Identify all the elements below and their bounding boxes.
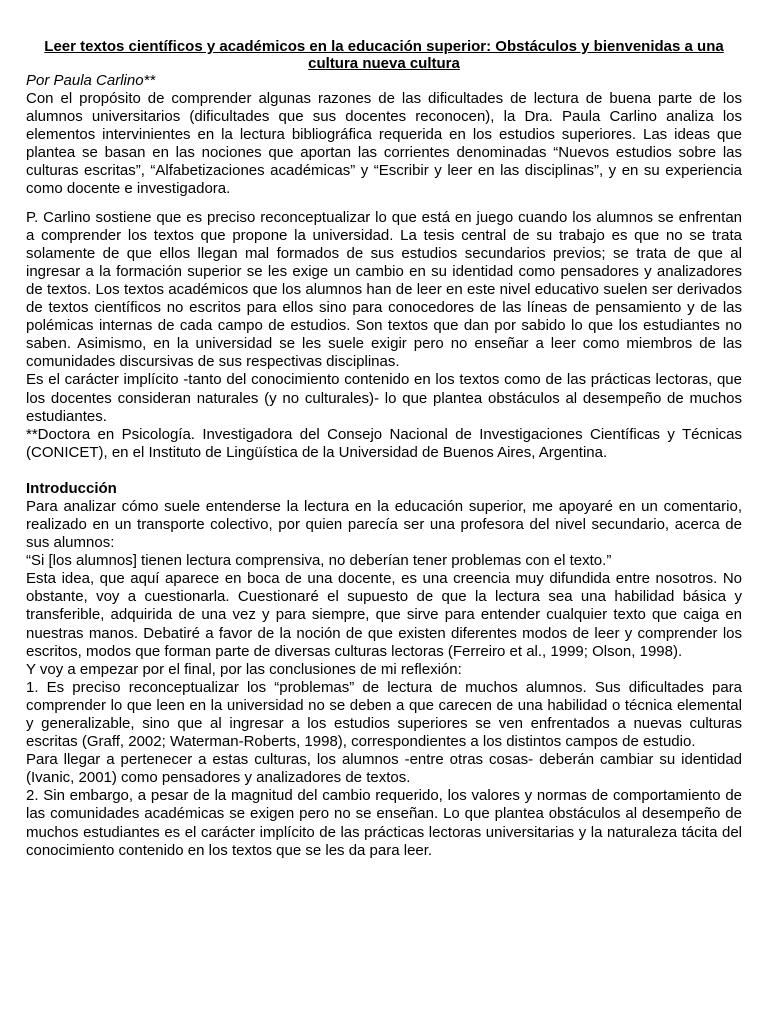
footnote: **Doctora en Psicología. Investigadora del Consejo Nacional de Investigaciones Científicas y Técnicas (CONICET), en el Instituto de Lingüística de la Universidad de Buenos Aires, Argentina. (26, 425, 742, 461)
summary-paragraph: P. Carlino sostiene que es preciso reconceptualizar lo que está en juego cuando los alumnos se enfrentan a comprender los textos que propone la universidad. La tesis central de su trabajo es que no se trata solamente de que ellos llegan mal formados de sus estudios secundarios previos; se trata de que al ingresar a la formación superior se les exige un cambio en su identidad como pensadores y analizadores de textos. Los textos académicos que los alumnos han de leer en este nivel educativo suelen ser derivados de textos científicos no escritos para ellos sino para conocedores de las líneas de pensamiento y de las polémicas internas de cada campo de estudios. Son textos que dan por sabido lo que los estudiantes no saben. Asimismo, en la universidad se les suele exigir pero no enseñar a leer como miembros de las comunidades discursivas de sus respectivas disciplinas. (26, 208, 742, 371)
point-1-continued: Para llegar a pertenecer a estas culturas, los alumnos -entre otras cosas- deberán cambiar su identidad (Ivanic, 2001) como pensadores y analizadores de textos. (26, 751, 742, 787)
document-title: Leer textos científicos y académicos en la educación superior: Obstáculos y bienvenidas a una cultura nueva cultura (44, 38, 724, 72)
quote: “Si [los alumnos] tienen lectura comprensiva, no deberían tener problemas con el texto.” (26, 552, 612, 570)
intro-body-1: Para analizar cómo suele entenderse la lectura en la educación superior, me apoyaré en un comentario, realizado en un transporte colectivo, por quien parecía ser una profesora del nivel secundario, acerca de sus alumnos: (26, 497, 742, 552)
point-2: 2. Sin embargo, a pesar de la magnitud del cambio requerido, los valores y normas de comportamiento de las comunidades académicas se exigen pero no se enseñan. Lo que plantea obstáculos al desempeño de muchos estudiantes es el carácter implícito de las prácticas lectoras universitarias y la naturaleza tácita del conocimiento contenido en los textos que se les da para leer. (26, 787, 742, 859)
point-1: 1. Es preciso reconceptualizar los “problemas” de lectura de muchos alumnos. Sus dificultades para comprender lo que leen en la universidad no se deben a que carecen de una habilidad o técnica elemental y generalizable, sino que al ingresar a los estudios superiores se ven enfrentados a nuevas culturas escritas (Graff, 2002; Waterman-Roberts, 1998), correspondientes a los distintos campos de estudio. (26, 678, 742, 751)
intro-paragraph: Con el propósito de comprender algunas razones de las dificultades de lectura de buena parte de los alumnos universitarios (dificultades que sus docentes reconocen), la Dra. Paula Carlino analiza los elementos intervinientes en la lectura bibliográfica requerida en los estudios superiores. Las ideas que plantea se basan en las nociones que aportan las corrientes denominadas “Nuevos estudios sobre las culturas escritas”, “Alfabetizaciones académicas” y “Escribir y leer en las disciplinas”, y en su experiencia como docente e investigadora. (26, 90, 742, 198)
implicit-paragraph: Es el carácter implícito -tanto del conocimiento contenido en los textos como de las prácticas lectoras, que los docentes consideran naturales (y no culturales)- lo que plantea obstáculos al desempeño de muchos estudiantes. (26, 371, 742, 425)
section-heading: Introducción (26, 479, 117, 497)
intro-body-2: Esta idea, que aquí aparece en boca de una docente, es una creencia muy difundida entre nosotros. No obstante, voy a cuestionarla. Cuestionaré el supuesto de que la lectura sea una habilidad básica y transferible, adquirida de una vez y para siempre, que sirve para entender cualquier texto que caiga en nuestras manos. Debatiré a favor de la noción de que existen diferentes modos de leer y comprender los escritos, modos que forman parte de diversas culturas lectoras (Ferreiro et al., 1999; Olson, 1998). (26, 570, 742, 660)
intro-body-3: Y voy a empezar por el final, por las conclusiones de mi reflexión: (26, 660, 462, 678)
author-line: Por Paula Carlino** (26, 72, 156, 89)
document-page (26, 38, 742, 860)
